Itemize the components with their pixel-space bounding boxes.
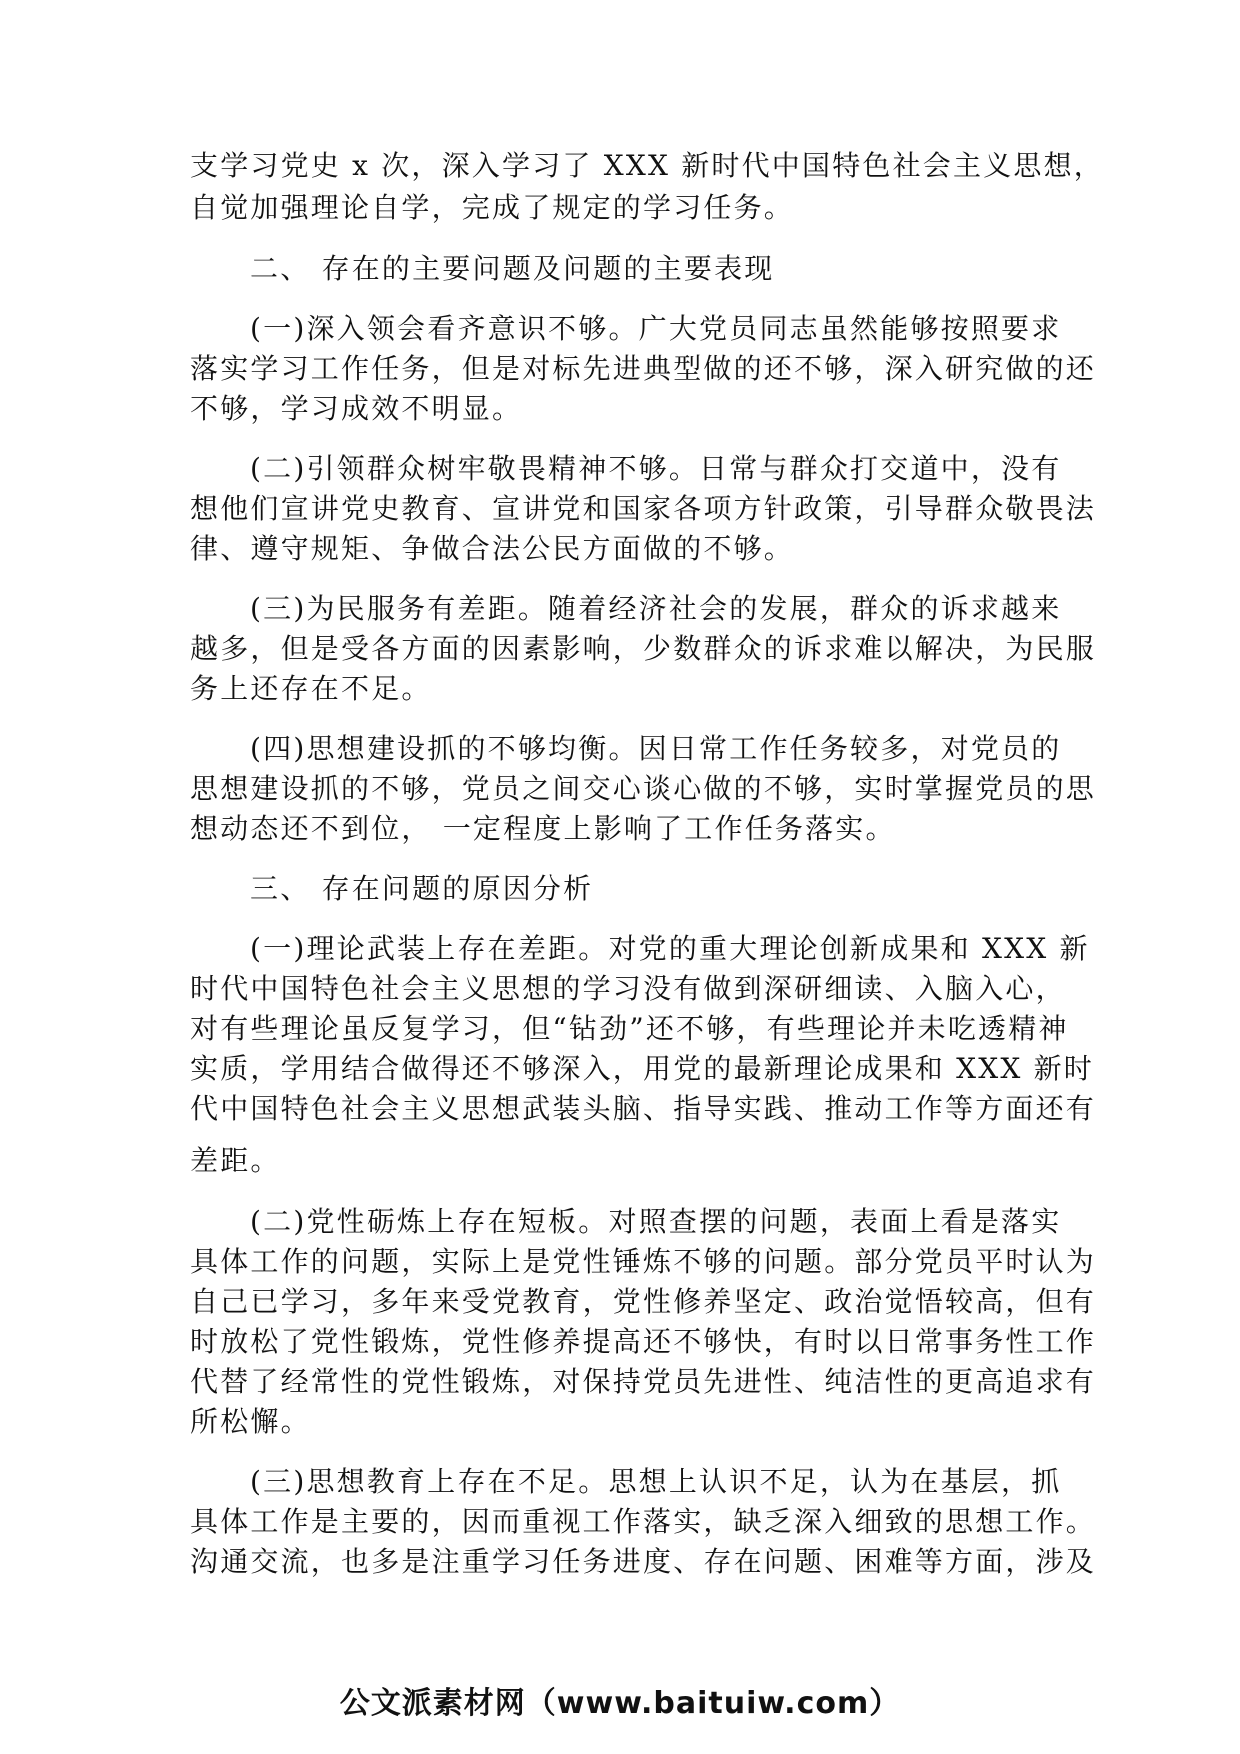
body-text-line: 具体工作是主要的，因而重视工作落实，缺乏深入细致的思想工作。 — [190, 1505, 1097, 1538]
body-text-line: 自己已学习，多年来受党教育，党性修养坚定、政治觉悟较高，但有 — [190, 1285, 1097, 1318]
body-text-line: 对有些理论虽反复学习，但“钻劲”还不够，有些理论并未吃透精神 — [190, 1012, 1069, 1045]
body-text-line: 务上还存在不足。 — [190, 672, 432, 705]
body-text-line: 律、遵守规矩、争做合法公民方面做的不够。 — [190, 532, 795, 565]
footer-source-watermark: 公文派素材网（www.baituiw.com） — [339, 1686, 901, 1721]
body-text-line: (二)引领群众树牢敬畏精神不够。日常与群众打交道中，没有 — [250, 452, 1062, 485]
body-text-line: (三)思想教育上存在不足。思想上认识不足，认为在基层，抓 — [250, 1465, 1062, 1498]
section-heading: 二、 存在的主要问题及问题的主要表现 — [250, 252, 775, 285]
body-text-line: (一)深入领会看齐意识不够。广大党员同志虽然能够按照要求 — [250, 312, 1062, 345]
body-text-line: 不够，学习成效不明显。 — [190, 392, 523, 425]
body-text-line: 想动态还不到位， 一定程度上影响了工作任务落实。 — [190, 812, 896, 845]
section-heading: 三、 存在问题的原因分析 — [250, 872, 594, 905]
body-text-line: 自觉加强理论自学，完成了规定的学习任务。 — [190, 191, 795, 224]
body-text-line: 实质，学用结合做得还不够深入，用党的最新理论成果和 XXX 新时 — [190, 1052, 1095, 1085]
body-text-line: 思想建设抓的不够，党员之间交心谈心做的不够，实时掌握党员的思 — [190, 772, 1097, 805]
body-text-line: (三)为民服务有差距。随着经济社会的发展，群众的诉求越来 — [250, 592, 1062, 625]
body-text-line: 支学习党史 x 次，深入学习了 XXX 新时代中国特色社会主义思想， — [190, 149, 1104, 182]
body-text-line: (二)党性砺炼上存在短板。对照查摆的问题，表面上看是落实 — [250, 1205, 1062, 1238]
body-text-line: 沟通交流，也多是注重学习任务进度、存在问题、困难等方面，涉及 — [190, 1545, 1097, 1578]
body-text-line: 时代中国特色社会主义思想的学习没有做到深研细读、入脑入心， — [190, 972, 1066, 1005]
body-text-line: (一)理论武装上存在差距。对党的重大理论创新成果和 XXX 新 — [250, 932, 1090, 965]
body-text-line: 代中国特色社会主义思想武装头脑、指导实践、推动工作等方面还有 — [190, 1092, 1097, 1125]
body-text-line: 落实学习工作任务，但是对标先进典型做的还不够，深入研究做的还 — [190, 352, 1097, 385]
body-text-line: 代替了经常性的党性锻炼，对保持党员先进性、纯洁性的更高追求有 — [190, 1365, 1097, 1398]
body-text-line: 时放松了党性锻炼，党性修养提高还不够快，有时以日常事务性工作 — [190, 1325, 1097, 1358]
body-text-line: 差距。 — [190, 1144, 281, 1177]
body-text-line: 越多，但是受各方面的因素影响，少数群众的诉求难以解决，为民服 — [190, 632, 1097, 665]
body-text-line: 具体工作的问题，实际上是党性锤炼不够的问题。部分党员平时认为 — [190, 1245, 1097, 1278]
body-text-line: 所松懈。 — [190, 1405, 311, 1438]
body-text-line: (四)思想建设抓的不够均衡。因日常工作任务较多，对党员的 — [250, 732, 1062, 765]
body-text-line: 想他们宣讲党史教育、宣讲党和国家各项方针政策，引导群众敬畏法 — [190, 492, 1097, 525]
